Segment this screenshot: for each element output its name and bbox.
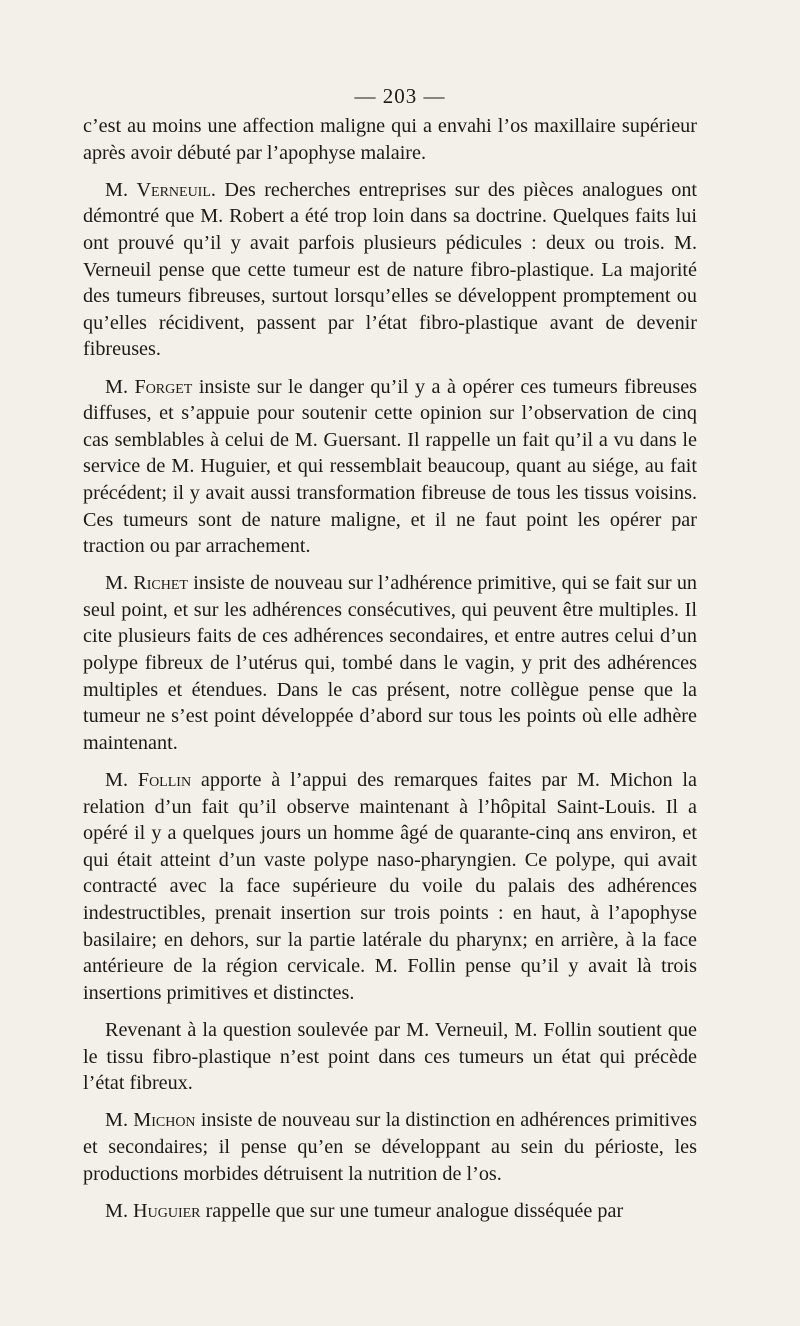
paragraph-text: insiste sur le danger qu’il y a à opérer ces tumeurs fibreuses diffuses, et s’appuie pour soutenir cette opinion sur l’observation de cinq cas semblables à celui de M. Guersant. Il rappelle un fait qu’il a vu dans le service de M. Huguier, et qui ressemblait beaucoup, quant au siége, au fait précédent; il y avait aussi transformation fibreuse de tous les tissus voisins. Ces tumeurs sont de nature maligne, et il ne faut point les opérer par traction ou par arrachement. <box>83 375 698 558</box>
speaker-title: M. <box>105 572 128 595</box>
speaker-name: Michon <box>133 1109 196 1132</box>
speaker-name: Richet <box>133 572 188 595</box>
paragraph <box>83 177 697 363</box>
paragraph <box>83 113 697 166</box>
speaker-name: Verneuil. <box>136 178 216 201</box>
paragraph-text: insiste de nouveau sur la distinction en adhérences primitives et secondaires; il pense qu’en se développant au sein du périoste, les productions morbides détruisent la nutrition de l’os. <box>83 1109 698 1185</box>
paragraph-text: Des recherches entreprises sur des pièces analogues ont démontré que M. Robert a été trop loin dans sa doctrine. Quelques faits lui ont prouvé qu’il y avait parfois plusieurs pédicules : deux ou trois. M. Verneuil pense que cette tumeur est de nature fibro-plastique. La majorité des tumeurs fibreuses, surtout lorsqu’elles se développent promptement ou qu’elles récidivent, passent par l’état fibro-plastique avant de devenir fibreuses. <box>83 178 698 361</box>
speaker-title: M. <box>105 178 128 201</box>
paragraph <box>83 1198 697 1225</box>
paragraph <box>83 570 697 756</box>
paragraph-text: Revenant à la question soulevée par M. Verneuil, M. Follin soutient que le tissu fibro-plastique n’est point dans ces tumeurs un état qui précède l’état fibreux. <box>83 1018 697 1095</box>
paragraph <box>83 1107 697 1187</box>
page-number: — 203 — <box>354 84 446 108</box>
speaker-title: M. <box>105 1199 128 1222</box>
body-text <box>83 113 697 1235</box>
speaker-name: Forget <box>134 375 193 398</box>
paragraph-text: insiste de nouveau sur l’adhérence primitive, qui se fait sur un seul point, et sur les adhérences consécutives, qui peuvent être multiples. Il cite plusieurs faits de ces adhérences secondaires, et entre autres celui d’un polype fibreux de l’utérus qui, tombé dans le vagin, y prit des adhérences multiples et étendues. Dans le cas présent, notre collègue pense que la tumeur ne s’est point développée d’abord sur tous les points où elle adhère maintenant. <box>83 572 698 754</box>
speaker-title: M. <box>105 375 128 398</box>
paragraph-text: c’est au moins une affection maligne qui a envahi l’os maxillaire supérieur après avoir débuté par l’apophyse malaire. <box>83 115 697 164</box>
speaker-title: M. <box>105 769 128 792</box>
paragraph-text: apporte à l’appui des remarques faites par M. Michon la relation d’un fait qu’il observe maintenant à l’hôpital Saint-Louis. Il a opéré il y a quelques jours un homme âgé de quarante-cinq ans environ, et qui était atteint d’un vaste polype naso-pharyngien. Ce polype, qui avait contracté avec la face supérieure du voile du palais des adhérences indestructibles, prenait insertion sur trois points : en haut, à l’apophyse basilaire; en dehors, sur la partie latérale du pharynx; en arrière, à la face antérieure de la région cervicale. M. Follin pense qu’il y avait là trois insertions primitives et distinctes. <box>83 769 698 1004</box>
speaker-title: M. <box>105 1109 128 1132</box>
paragraph <box>83 1017 697 1097</box>
speaker-name: Huguier <box>133 1199 201 1222</box>
paragraph-text: rappelle que sur une tumeur analogue disséquée par <box>205 1199 624 1222</box>
paragraph <box>83 767 697 1006</box>
speaker-name: Follin <box>137 769 192 792</box>
paragraph <box>83 374 697 560</box>
